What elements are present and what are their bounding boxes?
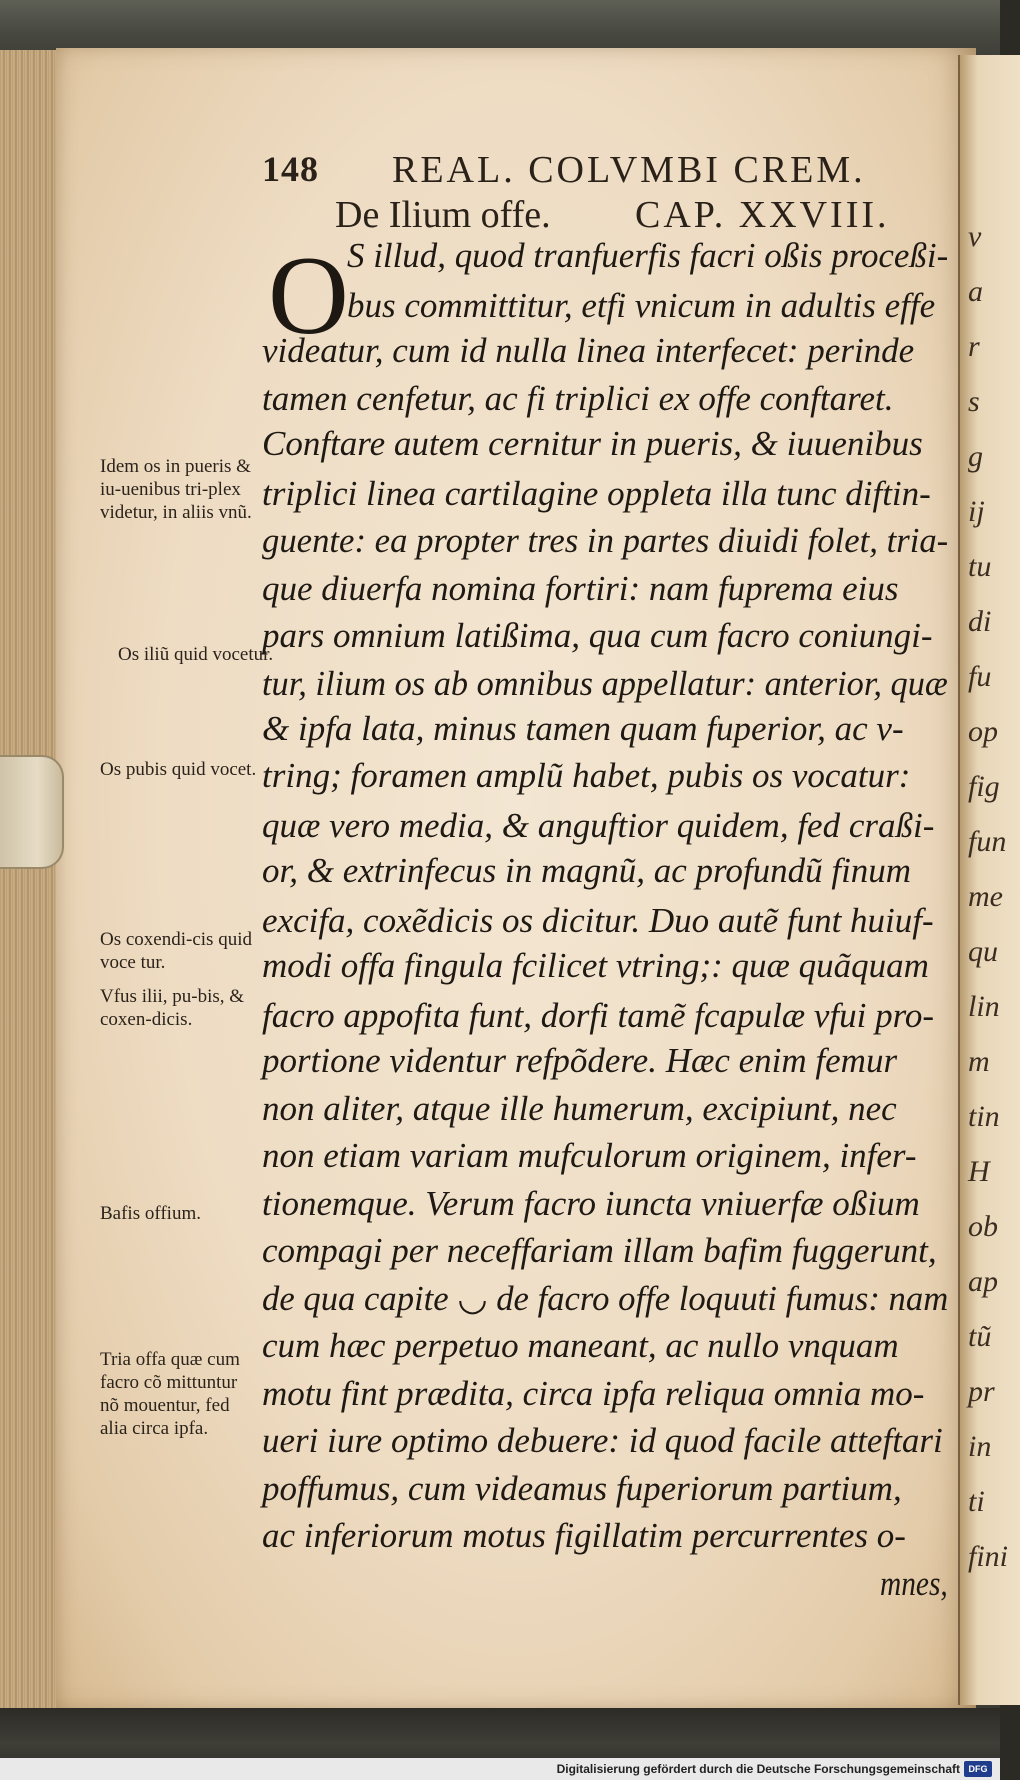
text-line: cum hæc perpetuo maneant, ac nullo vnquam bbox=[262, 1326, 899, 1365]
facing-page-fragment: ti bbox=[968, 1485, 985, 1518]
running-head: REAL. COLVMBI CREM. bbox=[392, 149, 866, 191]
facing-page-fragment: tu bbox=[968, 550, 992, 583]
facing-page-fragment: g bbox=[968, 440, 983, 473]
text-line: videatur, cum id nulla linea interfecet: perinde bbox=[262, 331, 915, 370]
text-line: non etiam variam mufculorum originem, infer- bbox=[262, 1136, 917, 1175]
book-clasp bbox=[0, 755, 64, 869]
marginal-note: Vfus ilii, pu-bis, & coxen-dicis. bbox=[100, 986, 245, 1030]
facing-page-fragment: fig bbox=[968, 770, 1000, 803]
facing-page-fragment: a bbox=[968, 275, 983, 308]
marginal-note: Os pubis quid vocet. bbox=[100, 759, 257, 780]
chapter-heading bbox=[335, 193, 935, 241]
facing-page-fragment: lin bbox=[968, 990, 1000, 1023]
dfg-logo: DFG bbox=[964, 1761, 992, 1777]
facing-page-fragment: fu bbox=[968, 660, 992, 693]
text-line: que diuerfa nomina fortiri: nam fuprema eius bbox=[262, 569, 899, 608]
text-line: non aliter, atque ille humerum, excipiunt, nec bbox=[262, 1089, 897, 1128]
text-line: ac inferiorum motus figillatim percurrentes o- bbox=[262, 1516, 906, 1555]
marginal-note: Os iliũ quid vocetur. bbox=[118, 644, 274, 665]
page-edges-left bbox=[0, 50, 60, 1710]
text-line: excifa, coxẽdicis os dicitur. Duo autẽ funt huiuf- bbox=[262, 901, 934, 940]
facing-page-fragment: fini bbox=[968, 1540, 1009, 1573]
marginal-note: Os coxendi-cis quid voce tur. bbox=[100, 929, 252, 973]
drop-cap-initial: O bbox=[268, 234, 349, 358]
text-line: poffumus, cum videamus fuperiorum partium, bbox=[262, 1469, 902, 1508]
text-line: quæ vero media, & anguftior quidem, fed craßi- bbox=[262, 806, 935, 845]
text-line: tring; foramen amplũ habet, pubis os vocatur: bbox=[262, 756, 911, 795]
text-line: compagi per neceffariam illam bafim fuggerunt, bbox=[262, 1231, 937, 1270]
text-line: portione videntur refpõdere. Hæc enim femur bbox=[262, 1041, 898, 1080]
text-line: tur, ilium os ab omnibus appellatur: anterior, quæ bbox=[262, 664, 948, 703]
text-line: & ipfa lata, minus tamen quam fuperior, ac v- bbox=[262, 709, 904, 748]
facing-page-fragment: ob bbox=[968, 1210, 998, 1243]
text-line: tamen cenfetur, ac fi triplici ex offe conftaret. bbox=[262, 379, 894, 418]
text-line: facro appofita funt, dorfi tamẽ fcapulæ vfui pro- bbox=[262, 996, 935, 1035]
facing-page-fragment: fun bbox=[968, 825, 1007, 858]
marginal-note: Idem os in pueris & iu-uenibus tri-plex videtur, in aliis vnũ. bbox=[100, 456, 252, 523]
text-line: motu fint prædita, circa ipfa reliqua omnia mo- bbox=[262, 1374, 925, 1413]
text-line: ueri iure optimo debuere: id quod facile atteftari bbox=[262, 1421, 943, 1460]
marginal-note: Tria offa quæ cum facro cõ mittuntur nõ mouentur, fed alia circa ipfa. bbox=[100, 1349, 240, 1439]
facing-page-fragment: ap bbox=[968, 1265, 998, 1298]
page-number: 148 bbox=[262, 149, 319, 189]
text-line: bus committitur, etfi vnicum in adultis effe bbox=[347, 286, 936, 325]
facing-page-fragment: op bbox=[968, 715, 998, 748]
footer-bar bbox=[0, 1758, 1000, 1780]
facing-page-fragment: r bbox=[968, 330, 980, 363]
text-line: guente: ea propter tres in partes diuidi folet, tria- bbox=[262, 521, 949, 560]
digitization-credit: Digitalisierung gefördert durch die Deutsche Forschungsgemeinschaft bbox=[556, 1762, 960, 1776]
chapter-title: De Ilium offe. bbox=[335, 194, 551, 236]
facing-page-fragment: s bbox=[968, 385, 980, 418]
text-line: triplici linea cartilagine oppleta illa tunc diftin- bbox=[262, 474, 931, 513]
facing-page-fragment: qu bbox=[968, 935, 998, 968]
facing-page-fragment: pr bbox=[968, 1375, 995, 1408]
facing-page-fragment: di bbox=[968, 605, 992, 638]
text-line: de qua capite ◡ de facro offe loquuti fumus: nam bbox=[262, 1279, 949, 1318]
chapter-number: CAP. XXVIII. bbox=[635, 194, 890, 236]
text-line: tionemque. Verum facro iuncta vniuerfæ oßium bbox=[262, 1184, 920, 1223]
facing-page-fragment: tũ bbox=[968, 1320, 992, 1353]
facing-page-fragment: v bbox=[968, 220, 982, 253]
facing-page-fragment: ij bbox=[968, 495, 985, 528]
facing-page-fragment: in bbox=[968, 1430, 992, 1463]
text-line: mnes, bbox=[880, 1564, 948, 1603]
text-line: Conftare autem cernitur in pueris, & iuuenibus bbox=[262, 424, 923, 463]
text-line: pars omnium latißima, qua cum facro coniungi- bbox=[262, 616, 933, 655]
text-line: or, & extrinfecus in magnũ, ac profundũ finum bbox=[262, 851, 912, 890]
text-line: S illud, quod tranfuerfis facri oßis proceßi- bbox=[347, 236, 949, 275]
facing-page-fragment: me bbox=[968, 880, 1003, 913]
text-line: modi offa fingula fcilicet vtring;: quæ quãquam bbox=[262, 946, 929, 985]
facing-page-fragment: tin bbox=[968, 1100, 1000, 1133]
facing-page-fragment: H bbox=[968, 1155, 990, 1188]
page-header bbox=[262, 148, 922, 193]
marginal-note: Bafis offium. bbox=[100, 1203, 201, 1224]
facing-page-edge bbox=[958, 55, 1020, 1705]
facing-page-fragment: m bbox=[968, 1045, 990, 1078]
